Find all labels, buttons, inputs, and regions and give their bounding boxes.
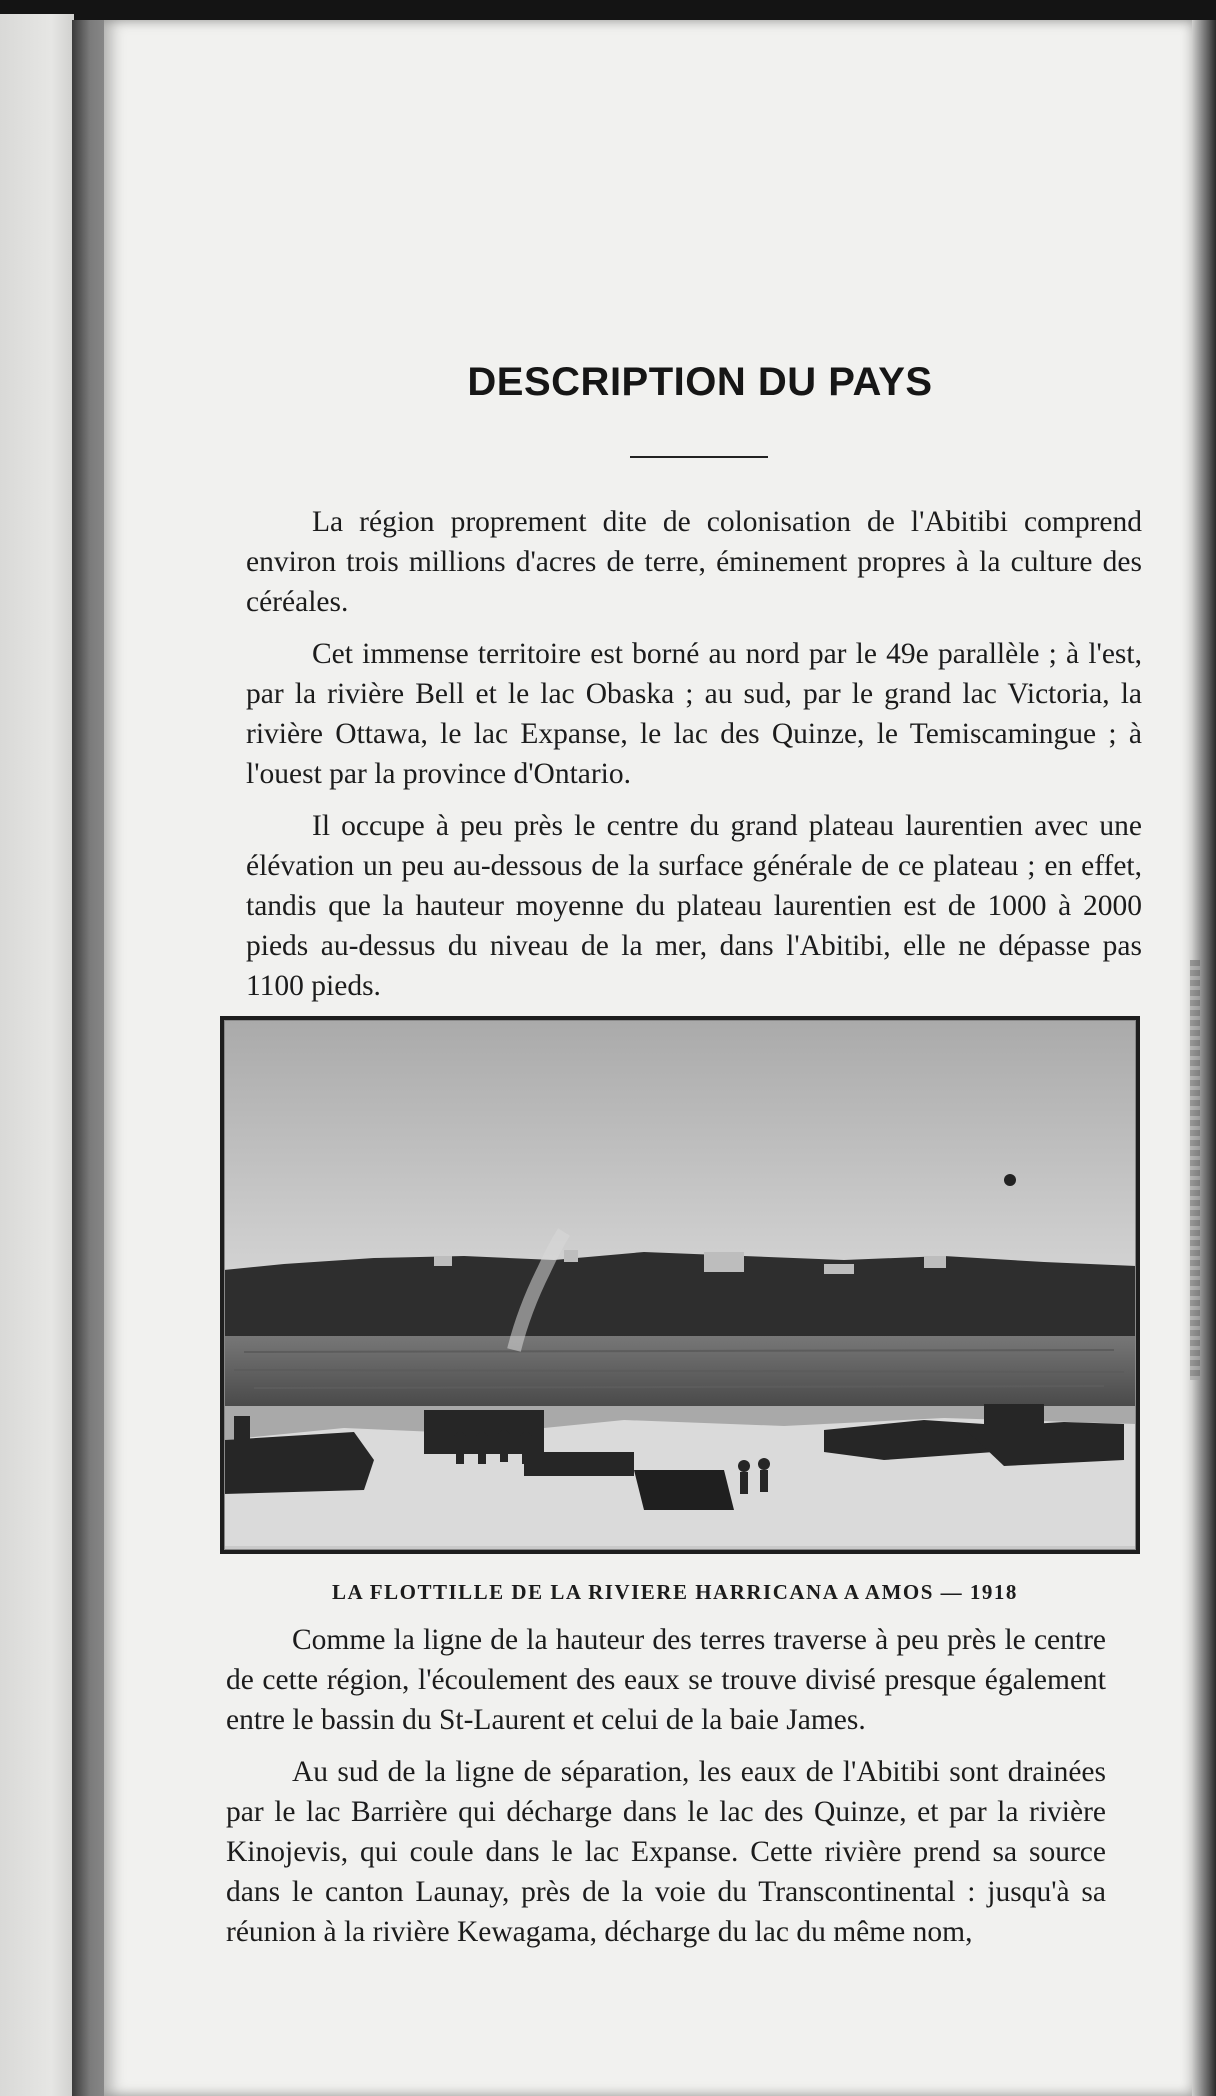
body-text-bottom	[226, 1620, 1106, 1964]
page-title: DESCRIPTION DU PAYS	[467, 360, 933, 404]
paragraph: Au sud de la ligne de séparation, les eaux de l'Abitibi sont drainées par le lac Barrière qui décharge dans le lac des Quinze, et par la rivière Kinojevis, qui coule dans le lac Expanse. Cette rivière prend sa source dans le canton Launay, près de la voie du Transcontinental : jusqu'à sa réunion à la rivière Kewagama, décharge du lac du même nom,	[226, 1756, 1106, 1948]
page-edge-shadow	[1190, 960, 1200, 1380]
paragraph: Cet immense territoire est borné au nord par le 49e parallèle ; à l'est, par la rivière Bell et le lac Obaska ; au sud, par le grand lac Victoria, la rivière Ottawa, le lac Expanse, le lac des Quinze, le Temiscamingue ; à l'ouest par la province d'Ontario.	[246, 638, 1142, 790]
body-text-top	[246, 502, 1142, 1018]
paragraph: Comme la ligne de la hauteur des terres traverse à peu près le centre de cette région, l'écoulement des eaux se trouve divisé presque également entre le bassin du St-Laurent et celui de la baie James.	[226, 1624, 1106, 1736]
photo-illustration	[224, 1020, 1136, 1550]
left-facing-page	[0, 14, 74, 2096]
river-flotilla-photo	[220, 1016, 1140, 1554]
scan-top-border	[0, 0, 1216, 20]
paragraph: La région proprement dite de colonisation de l'Abitibi comprend environ trois millions d'acres de terre, éminement propres à la culture des céréales.	[246, 506, 1142, 618]
paragraph: Il occupe à peu près le centre du grand plateau laurentien avec une élévation un peu au-dessous de la surface générale de ce plateau ; en effet, tandis que la hauteur moyenne du plateau laurentien est de 1000 à 2000 pieds au-dessus du niveau de la mer, dans l'Abitibi, elle ne dépasse pas 1100 pieds.	[246, 810, 1142, 1002]
photo-caption: LA FLOTTILLE DE LA RIVIERE HARRICANA A AMOS — 1918	[332, 1580, 1018, 1604]
title-divider	[630, 456, 768, 458]
